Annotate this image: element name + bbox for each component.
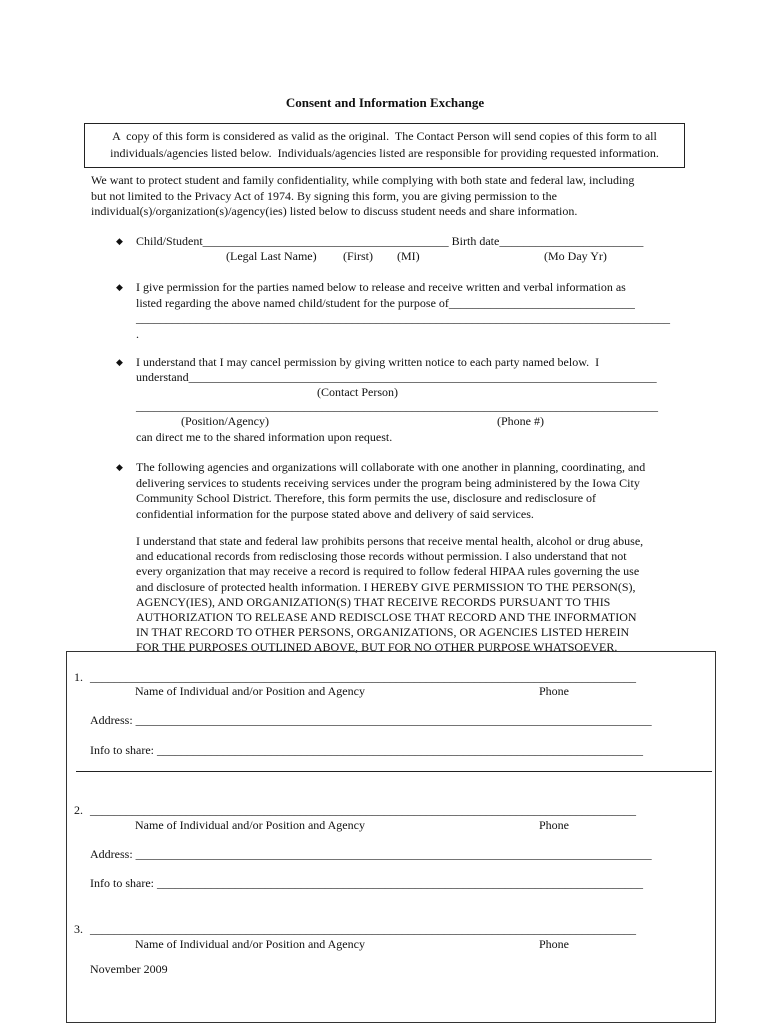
entry-number: 2.	[74, 803, 83, 817]
contact-person-label: (Contact Person)	[317, 385, 398, 399]
agencies-paragraph	[136, 460, 681, 522]
notice-box	[84, 123, 685, 168]
middle-initial-label: (MI)	[397, 249, 420, 263]
entry-name-label: Name of Individual and/or Position and Agency	[135, 818, 365, 832]
redisclosure-line: I understand that state and federal law prohibits persons that receive mental health, alcohol or drug abuse,	[136, 534, 644, 548]
redisclosure-line: and educational records from redisclosing those records without permission. I also understand that not	[136, 549, 627, 564]
first-name-label: (First)	[343, 249, 373, 263]
legal-last-name-label: (Legal Last Name)	[226, 249, 317, 263]
cancel-line: can direct me to the shared information upon request.	[136, 430, 393, 444]
entry-name-field[interactable]: ___________________________________________________________________________________________	[90, 670, 636, 684]
bullet-icon: ◆	[116, 462, 123, 472]
birth-date-label: (Mo Day Yr)	[544, 249, 607, 263]
contact-person-field[interactable]: understand______________________________________________________________________________	[136, 370, 657, 384]
intro-line: We want to protect student and family confidentiality, while complying with both state and federal law, including	[91, 173, 635, 187]
position-phone-field[interactable]: _______________________________________________________________________________________	[136, 399, 658, 413]
notice-line: individuals/agencies listed below. Individuals/agencies listed are responsible for providing requested information.	[110, 146, 659, 160]
entry-address-field[interactable]: Address: ______________________________________________________________________________________	[90, 713, 652, 727]
entry-number: 1.	[74, 670, 83, 684]
entry-info-field[interactable]: Info to share: _________________________________________________________________________________	[90, 876, 643, 890]
entry-address-field[interactable]: Address: ______________________________________________________________________________________	[90, 847, 652, 861]
bullet-icon: ◆	[116, 282, 123, 292]
entry-name-label: Name of Individual and/or Position and Agency	[135, 684, 365, 698]
intro-line: individual(s)/organization(s)/agency(ies) listed below to discuss student needs and share information.	[91, 204, 578, 218]
entry-phone-label: Phone	[539, 684, 569, 698]
permission-paragraph	[136, 280, 681, 342]
agencies-line: delivering services to students receiving services under the program being administered by the Iowa City	[136, 475, 640, 490]
redisclosure-line: every organization that may receive a record is required to follow federal HIPAA rules governing the use	[136, 564, 640, 579]
notice-line: A copy of this form is considered as valid as the original. The Contact Person will send copies of this form to all	[112, 129, 657, 143]
entry-name-field[interactable]: ___________________________________________________________________________________________	[90, 803, 636, 817]
redisclosure-paragraph	[136, 534, 681, 656]
entry-phone-label: Phone	[539, 937, 569, 951]
child-student-field[interactable]: Child/Student_________________________________________ Birth date________________________	[136, 234, 644, 248]
redisclosure-line: IN THAT RECORD TO OTHER PERSONS, ORGANIZATIONS, OR AGENCIES LISTED HEREIN	[136, 625, 630, 640]
redisclosure-line: AGENCY(IES), AND ORGANIZATION(S) THAT RECEIVE RECORDS PURSUANT TO THIS	[136, 594, 611, 609]
cancel-line: I understand that I may cancel permission by giving written notice to each party named below. I	[136, 355, 600, 369]
agencies-line: confidential information for the purpose stated above and delivery of said services.	[136, 506, 534, 521]
permission-line-end: .	[136, 326, 139, 341]
agencies-line: Community School District. Therefore, this form permits the use, disclosure and redisclosure of	[136, 491, 597, 505]
intro-paragraph	[91, 173, 691, 220]
footer-date: November 2009	[90, 962, 168, 976]
agencies-line: The following agencies and organizations will collaborate with one another in planning, coordinating, and	[136, 460, 646, 474]
redisclosure-line: FOR THE PURPOSES OUTLINED ABOVE, BUT FOR NO OTHER PURPOSE WHATSOEVER.	[136, 640, 618, 655]
purpose-field-continued[interactable]: _________________________________________________________________________________________	[136, 311, 670, 325]
redisclosure-line: and disclosure of protected health information. I HEREBY GIVE PERMISSION TO THE PERSON(S),	[136, 579, 636, 594]
entry-info-field[interactable]: Info to share: _________________________________________________________________________________	[90, 743, 643, 757]
entry-divider	[76, 771, 712, 772]
entry-name-field[interactable]: ___________________________________________________________________________________________	[90, 922, 636, 936]
intro-line: but not limited to the Privacy Act of 1974. By signing this form, you are giving permission to the	[91, 188, 557, 203]
position-agency-label: (Position/Agency)	[181, 414, 269, 428]
purpose-field[interactable]: listed regarding the above named child/student for the purpose of_______________________________	[136, 295, 635, 310]
redisclosure-line: AUTHORIZATION TO RELEASE AND REDISCLOSE THAT RECORD AND THE INFORMATION	[136, 610, 637, 625]
bullet-icon: ◆	[116, 357, 123, 367]
entry-name-label: Name of Individual and/or Position and Agency	[135, 937, 365, 951]
page-title: Consent and Information Exchange	[285, 95, 485, 110]
bullet-icon: ◆	[116, 236, 123, 246]
entry-phone-label: Phone	[539, 818, 569, 832]
entry-number: 3.	[74, 922, 83, 936]
phone-number-label: (Phone #)	[497, 414, 544, 428]
permission-line: I give permission for the parties named below to release and receive written and verbal information as	[136, 280, 626, 294]
